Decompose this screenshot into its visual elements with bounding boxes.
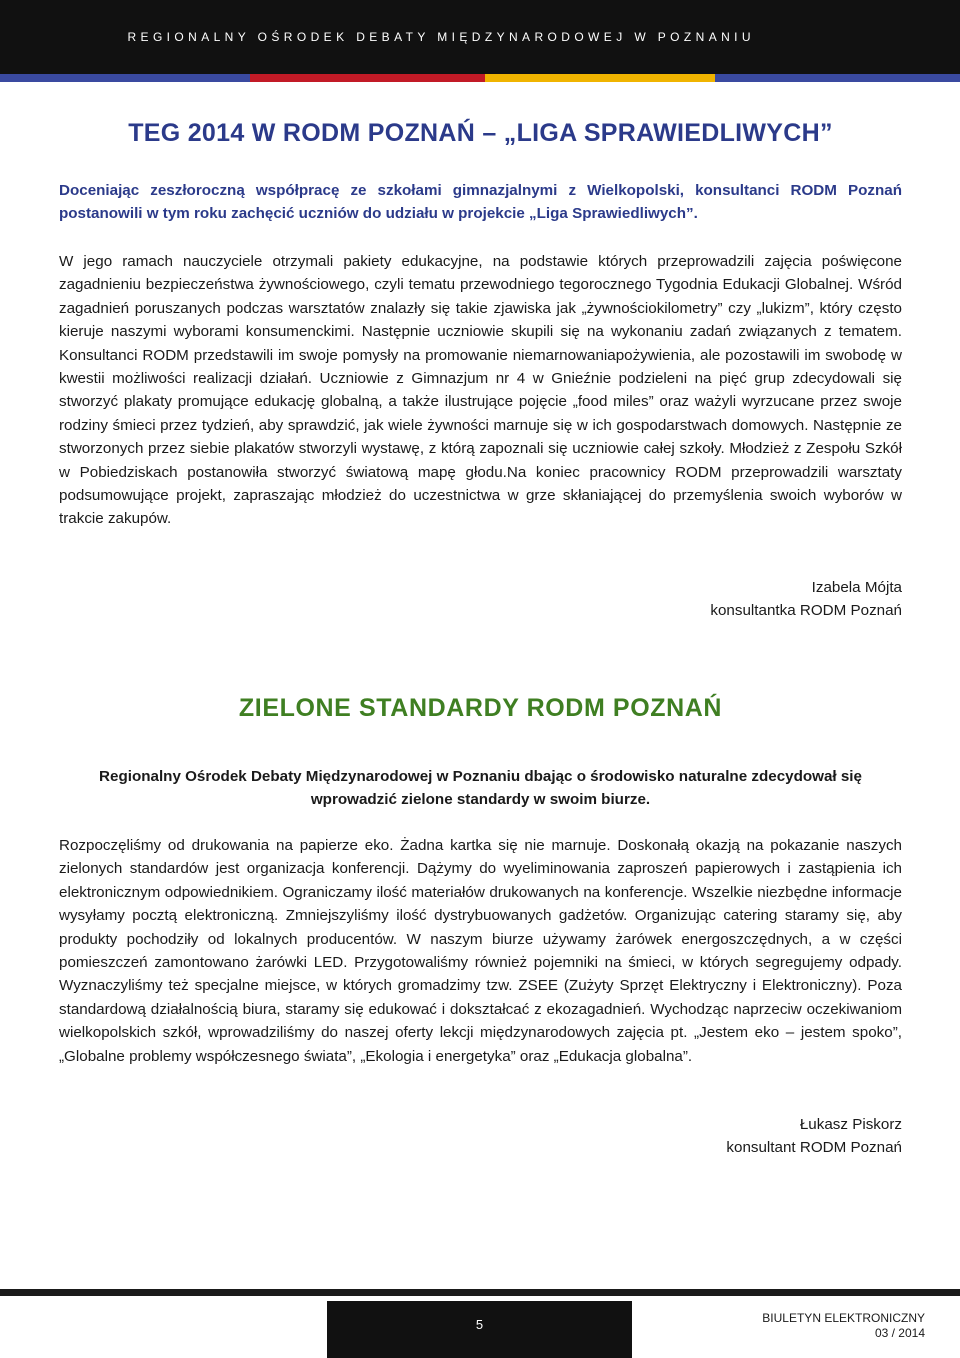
article1-author-role: konsultantka RODM Poznań [710,602,902,620]
bulletin-info [762,1311,925,1341]
article2-title: ZIELONE STANDARDY RODM POZNAŃ [238,694,723,722]
article1-author: Izabela Mójta [811,579,902,596]
header-title: REGIONALNY OŚRODEK DEBATY MIĘDZYNARODOWEJ W POZNANIU [127,30,755,44]
stripe-blue [0,74,250,82]
article2-body: Rozpoczęliśmy od drukowania na papierze eko. Żadna kartka się nie marnuje. Doskonałą okazją na pokazanie naszych zielonych standardów jest organizacja konferencji. Dążymy do wyeliminowania zaproszeń papierowych i zastąpienia ich elektronicznym odpowiednikiem. Ograniczamy ilość materiałów drukowanych na konferencje. Wszelkie niezbędne informacje wysyłamy pocztą elektroniczną. Zmniejszyliśmy ilość dystrybuowanych gadżetów. Organizując catering staramy się, aby produkty pochodziły od lokalnych producentów. W naszym biurze używamy żarówek energoszczędnych, a w części pomieszczeń zamontowano żarówki LED. Przygotowaliśmy również pojemniki na śmieci, w których segregujemy odpady. Wyznaczyliśmy też specjalne miejsce, w których gromadzimy tzw. ZSEE (Zużyty Sprzęt Elektryczny i Elektroniczny). Poza standardową działalnością biura, staramy się edukować i dokształcać z ekozagadnień. Wychodząc naprzeciw oczekiwaniom wielkopolskich szkół, wprowadziliśmy do naszej oferty lekcji międzynarodowych zajęcia pt. „Jestem eko – jestem spoko”, „Globalne problemy współczesnego świata”, „Ekologia i energetyka” oraz „Edukacja globalna”. [59,837,902,1065]
article1-lead: Doceniając zeszłoroczną współpracę ze szkołami gimnazjalnymi z Wielkopolski, konsultanci RODM Poznań postanowili w tym roku zachęcić uczniów do udziału w projekcie „Liga Sprawiedliwych”. [59,182,902,223]
stripe-yellow [485,74,715,82]
page-number-box [327,1301,632,1358]
bulletin-name: BIULETYN ELEKTRONICZNY [762,1311,925,1325]
article2-lead: Regionalny Ośrodek Debaty Międzynarodowej w Poznaniu dbając o środowisko naturalne zdecydował się wprowadzić zielone standardy w swoim biurze. [99,768,862,809]
color-stripes [0,74,960,82]
footer-bar [0,1289,960,1296]
page-number: 5 [475,1317,484,1332]
article1-signature [59,576,902,623]
article1-body: W jego ramach nauczyciele otrzymali pakiety edukacyjne, na podstawie których przeprowadzili zajęcia poświęcone zagadnieniu bezpieczeństwa żywnościowego, czyli tematu przewodniego tegorocznego Tygodnia Edukacji Globalnej. Wśród zagadnień poruszanych podczas warsztatów znalazły się takie zjawiska jak „żywnościokilometry” czy „lukizm”, który często kieruje naszymi wyborami konsumenckimi. Następnie uczniowie skupili się na wykonaniu zadań związanych z tematem. Konsultanci RODM przedstawili im swoje pomysły na promowanie niemarnowaniapożywienia, ale pozostawili im swobodę w kwestii możliwości realizacji działań. Uczniowie z Gimnazjum nr 4 w Gnieźnie podzieleni na pięć grup zdecydowali się stworzyć plakaty promujące edukację globalną, a także ilustrujące pojęcie „food miles” oraz ważyli wyrzucane przez swoje rodziny śmieci przez tydzień, aby sprawdzić, jak wiele żywności marnuje się w ich gospodarstwach domowych. Następnie ze stworzonych przez siebie plakatów stworzyli wystawę, z którą zapoznali się uczniowie całej szkoły. Młodzież z Zespołu Szkół w Pobiedziskach postanowiła stworzyć światową mapę głodu.Na koniec pracownicy RODM przeprowadzili warsztaty podsumowujące projekt, zapraszając młodzież do uczestnictwa w grze skłaniającej do przemyślenia swoich wyborów w trakcie zakupów. [59,253,902,528]
stripe-red [250,74,485,82]
bulletin-issue: 03 / 2014 [874,1326,925,1340]
stripe-blue-2 [715,74,960,82]
header-bar [0,0,960,74]
article2-signature [59,1113,902,1160]
article2-author-role: konsultant RODM Poznań [726,1139,902,1157]
article2-author: Łukasz Piskorz [799,1116,902,1133]
article1-title: TEG 2014 W RODM POZNAŃ – „LIGA SPRAWIEDLIWYCH” [128,119,833,147]
